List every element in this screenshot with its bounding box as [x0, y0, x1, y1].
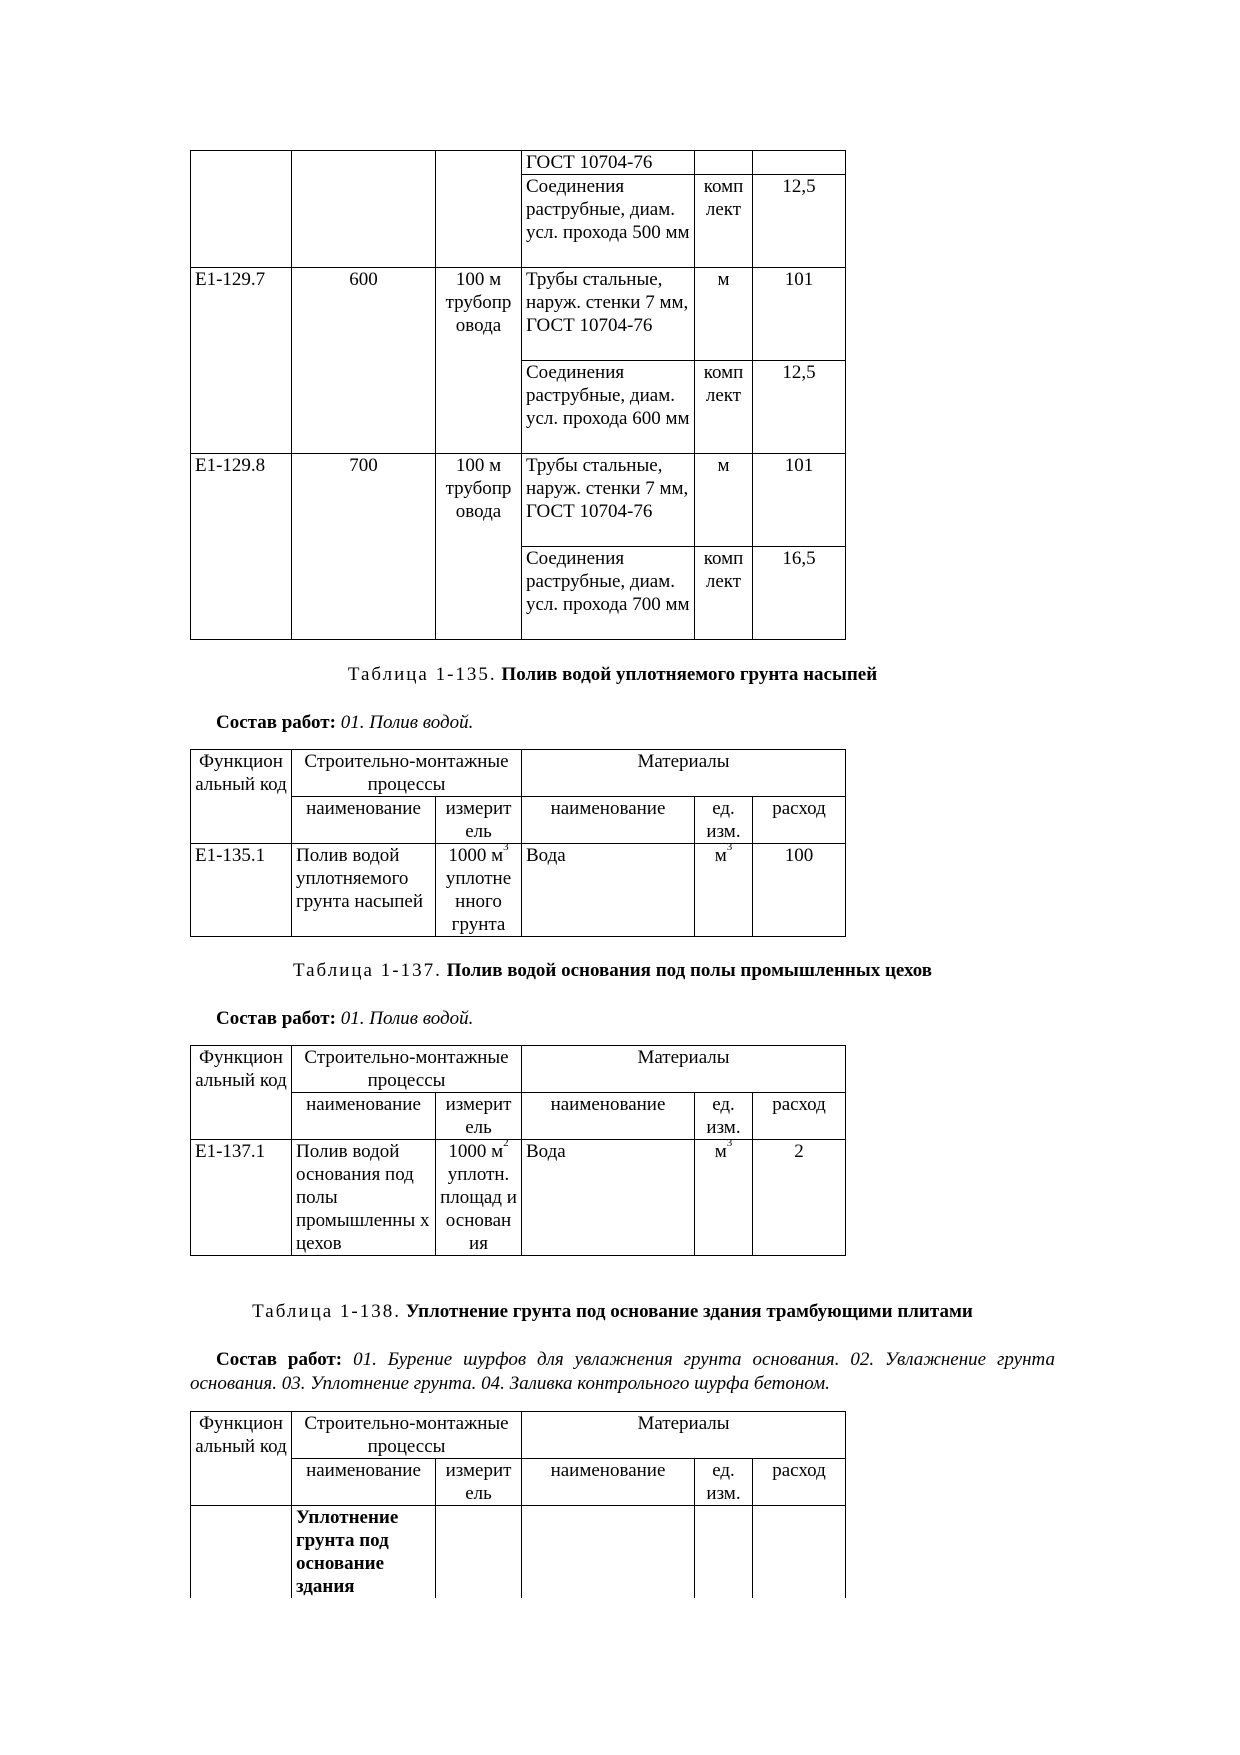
header-processes: Строительно-монтажные процессы [292, 1412, 522, 1459]
header-rate: расход [753, 1459, 846, 1506]
material-cell: Трубы стальные, наруж. стенки 7 мм, ГОСТ 10704-76 [522, 268, 695, 361]
header-materials: Материалы [522, 1412, 846, 1459]
unit-cell: м [695, 454, 753, 547]
table-135 [190, 749, 846, 937]
rate-cell: 16,5 [753, 547, 846, 640]
header-processes: Строительно-монтажные процессы [292, 1046, 522, 1093]
rate-cell: 100 [753, 844, 846, 937]
rate-cell: 12,5 [753, 361, 846, 454]
header-rate: расход [753, 1093, 846, 1140]
header-func-code: Функцион альный код [191, 1046, 292, 1140]
top-table [190, 150, 846, 640]
code-cell: Е1-135.1 [191, 844, 292, 937]
unit-cell: $м^3$ [695, 844, 753, 937]
table-caption-135: Таблица 1-135. Полив водой уплотняемого грунта насыпей [347, 664, 878, 685]
rate-cell: 2 [753, 1140, 846, 1256]
header-materials: Материалы [522, 750, 846, 797]
diam-cell: 700 [292, 454, 436, 640]
table-row [191, 454, 846, 547]
header-name: наименование [292, 1459, 436, 1506]
header-processes: Строительно-монтажные процессы [292, 750, 522, 797]
table-row [191, 268, 846, 361]
rate-cell: 101 [753, 268, 846, 361]
measurer-cell: 100 м трубопр овода [436, 454, 522, 640]
table-caption-138: Таблица 1-138. Уплотнение грунта под основание здания трамбующими плитами [252, 1301, 973, 1322]
name-cell: Полив водой уплотняемого грунта насыпей [292, 844, 436, 937]
table-row [191, 151, 846, 175]
name-cell: Полив водой основания под полы промышленны х цехов [292, 1140, 436, 1256]
unit-cell: $м^3$ [695, 1140, 753, 1256]
header-rate: расход [753, 797, 846, 844]
table-row [191, 844, 846, 937]
table-137 [190, 1045, 846, 1256]
unit-cell: комп лект [695, 175, 753, 268]
header-row [191, 1046, 846, 1093]
measurer-cell: 100 м трубопр овода [436, 268, 522, 454]
header-row [191, 750, 846, 797]
material-cell: ГОСТ 10704-76 [522, 151, 695, 175]
diam-cell: 600 [292, 268, 436, 454]
material-cell: Соединения раструбные, диам. усл. прохода 700 мм [522, 547, 695, 640]
material-cell: Вода [522, 1140, 695, 1256]
measurer-cell: 1000 $м^2$ уплотн. площад и основан ия [436, 1140, 522, 1256]
work-composition-137: Состав работ: 01. Полив водой. [216, 1008, 474, 1029]
rate-cell: 12,5 [753, 175, 846, 268]
table-caption-137: Таблица 1-137. Полив водой основания под полы промышленных цехов [292, 960, 933, 981]
name-cell: Уплотнение грунта под основание здания [292, 1506, 436, 1599]
header-name: наименование [292, 797, 436, 844]
header-mat-name: наименование [522, 1093, 695, 1140]
header-name: наименование [292, 1093, 436, 1140]
work-composition-138: Состав работ: 01. Бурение шурфов для увлажнения грунта основания. 02. Увлажнение грунта основания. 03. Уплотнение грунта. 04. Заливка контрольного шурфа бетоном. [190, 1349, 1055, 1394]
measurer-cell: 1000 $м^3$ уплотне нного грунта [436, 844, 522, 937]
code-cell: Е1-129.8 [191, 454, 292, 640]
header-mat-name: наименование [522, 1459, 695, 1506]
header-measurer: измерит ель [436, 797, 522, 844]
header-unit: ед. изм. [695, 1459, 753, 1506]
material-cell: Трубы стальные, наруж. стенки 7 мм, ГОСТ 10704-76 [522, 454, 695, 547]
header-unit: ед. изм. [695, 797, 753, 844]
table-row [191, 1140, 846, 1256]
work-composition-135: Состав работ: 01. Полив водой. [216, 712, 474, 733]
unit-cell: комп лект [695, 361, 753, 454]
code-cell: Е1-129.7 [191, 268, 292, 454]
header-mat-name: наименование [522, 797, 695, 844]
table-138 [190, 1411, 846, 1598]
header-unit: ед. изм. [695, 1093, 753, 1140]
rate-cell: 101 [753, 454, 846, 547]
material-cell: Соединения раструбные, диам. усл. прохода 600 мм [522, 361, 695, 454]
header-materials: Материалы [522, 1046, 846, 1093]
header-row [191, 1412, 846, 1459]
material-cell: Вода [522, 844, 695, 937]
code-cell: Е1-137.1 [191, 1140, 292, 1256]
header-func-code: Функцион альный код [191, 750, 292, 844]
table-row [191, 1506, 846, 1599]
header-measurer: измерит ель [436, 1093, 522, 1140]
unit-cell: м [695, 268, 753, 361]
header-func-code: Функцион альный код [191, 1412, 292, 1506]
material-cell: Соединения раструбные, диам. усл. прохода 500 мм [522, 175, 695, 268]
unit-cell: комп лект [695, 547, 753, 640]
header-measurer: измерит ель [436, 1459, 522, 1506]
